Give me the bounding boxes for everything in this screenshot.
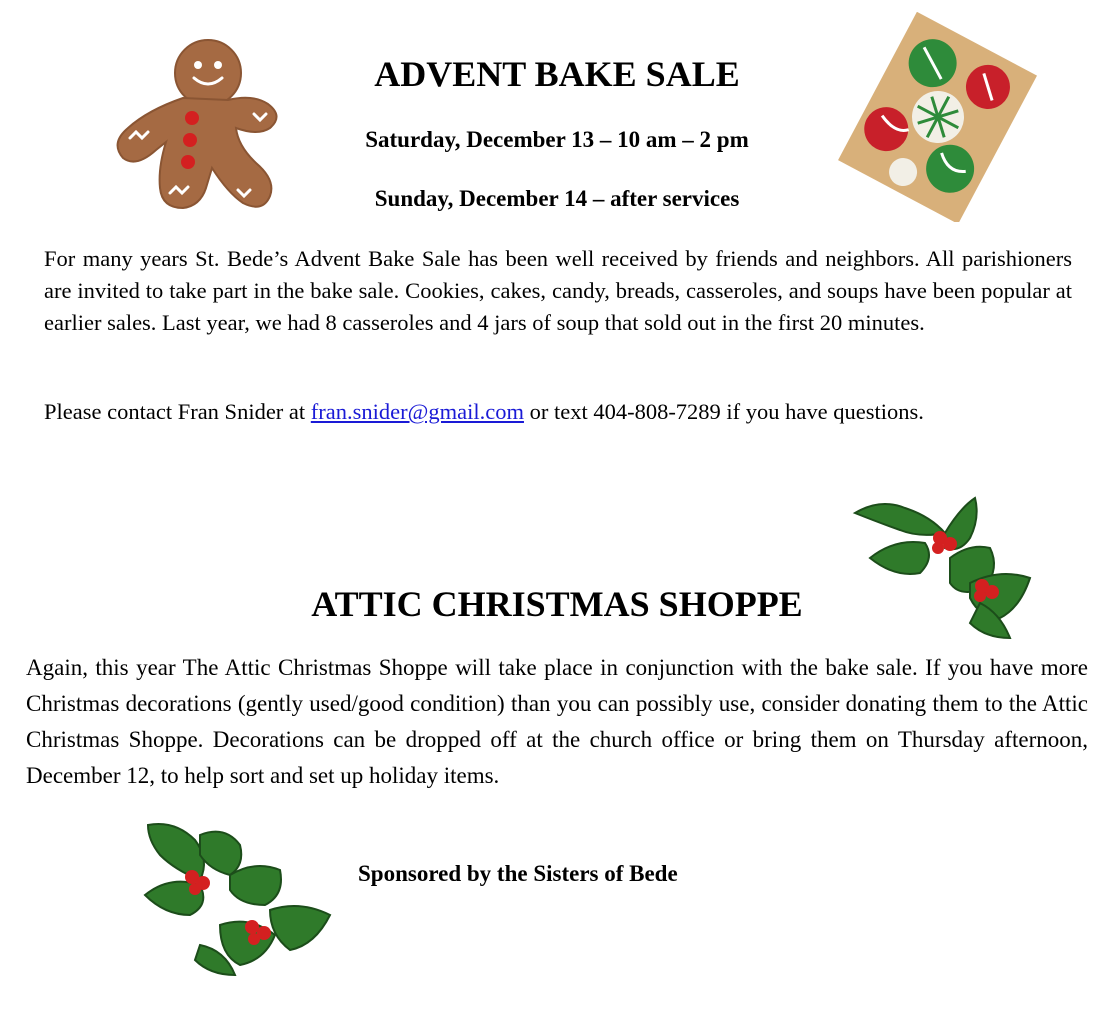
- sponsor-line: Sponsored by the Sisters of Bede: [358, 861, 678, 886]
- christmas-cookies-icon: [838, 12, 1038, 222]
- holly-icon: [850, 488, 1040, 648]
- contact-text-before: Please contact Fran Snider at: [44, 399, 311, 424]
- bake-sale-paragraph: For many years St. Bede’s Advent Bake Sale has been well received by friends and neighbors. All parishioners are invited to take part in the bake sale. Cookies, cakes, candy, breads, casseroles, and soups have been popular at earlier sales. Last year, we had 8 casseroles and 4 jars of soup that sold out in the first 20 minutes.: [44, 246, 1072, 335]
- contact-paragraph: [44, 396, 1072, 428]
- holly-icon: [140, 815, 340, 980]
- shoppe-title: ATTIC CHRISTMAS SHOPPE: [311, 584, 803, 624]
- contact-text-after: or text 404-808-7289 if you have questions.: [523, 399, 924, 424]
- gingerbread-man-icon: [88, 18, 288, 218]
- bake-sale-title: ADVENT BAKE SALE: [374, 54, 740, 94]
- shoppe-paragraph: Again, this year The Attic Christmas Shoppe will take place in conjunction with the bake sale. If you have more Christmas decorations (gently used/good condition) than you can possibly use, consider donating them to the Attic Christmas Shoppe. Decorations can be dropped off at the church office or bring them on Thursday afternoon, December 12, to help sort and set up holiday items.: [26, 655, 1088, 788]
- contact-email-link[interactable]: fran.snider@gmail.com: [310, 399, 524, 424]
- saturday-schedule: Saturday, December 13 – 10 am – 2 pm: [365, 127, 749, 152]
- sunday-schedule: Sunday, December 14 – after services: [374, 186, 740, 211]
